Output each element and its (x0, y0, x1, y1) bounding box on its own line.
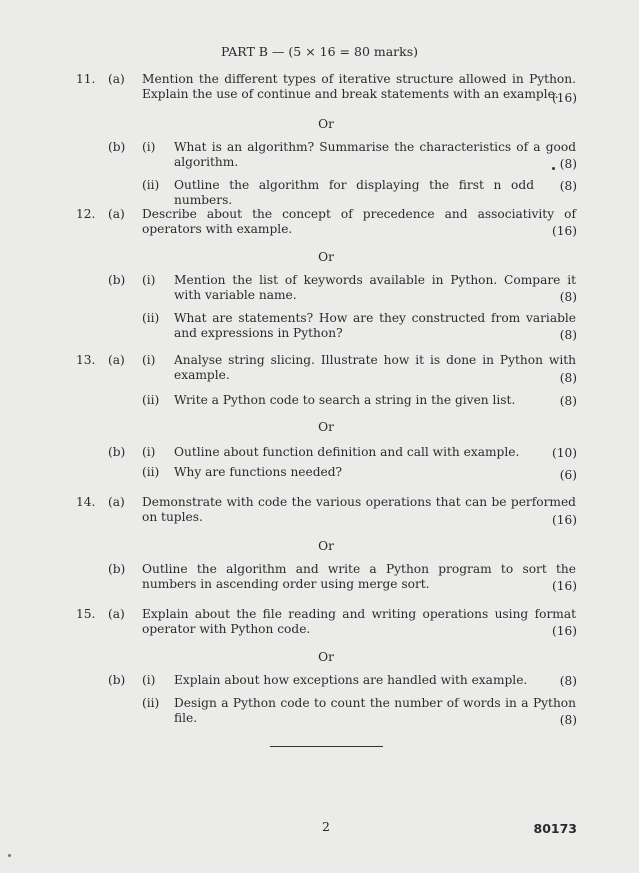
q15b-ii-text: Design a Python code to count the number of words in a Python file. (174, 696, 576, 725)
q13a-i-text: Analyse string slicing. Illustrate how it is done in Python with example. (174, 353, 576, 382)
q15a-text: Explain about the file reading and writing operations using format operator with Python code. (142, 607, 576, 636)
q11b-ii-marks: (8) (559, 179, 577, 193)
q13a-i-marks: (8) (559, 371, 577, 385)
q14-number: 14. (76, 495, 96, 509)
q11b-i-text: What is an algorithm? Summarise the characteristics of a good algorithm. (174, 140, 576, 169)
q11b-label: (b) (108, 140, 126, 154)
or-divider: Or (318, 539, 334, 553)
q15b-label: (b) (108, 673, 126, 687)
q15a-marks: (16) (551, 624, 577, 638)
q12b-i-text: Mention the list of keywords available in Python. Compare it with variable name. (174, 273, 576, 302)
q11a-marks: (16) (551, 91, 577, 105)
q11b-ii-text: Outline the algorithm for displaying the first n odd numbers. (174, 178, 534, 207)
q12a-marks: (16) (551, 224, 577, 238)
or-divider: Or (318, 117, 334, 131)
page-number: 2 (322, 819, 330, 834)
end-rule (270, 746, 383, 747)
q15a-label: (a) (108, 607, 125, 621)
q15b-ii-label: (ii) (142, 696, 160, 710)
or-divider: Or (318, 420, 334, 434)
q13b-ii-label: (ii) (142, 465, 160, 479)
q13b-i-label: (i) (142, 445, 156, 459)
q12b-i-label: (i) (142, 273, 156, 287)
scan-speck (552, 167, 555, 170)
q13a-i-label: (i) (142, 353, 156, 367)
q13b-ii-text: Why are functions needed? (174, 465, 343, 479)
q13-number: 13. (76, 353, 96, 367)
q11b-i-label: (i) (142, 140, 156, 154)
q11b-ii-label: (ii) (142, 178, 160, 192)
q13b-i-text: Outline about function definition and call with example. (174, 445, 520, 459)
q11a-label: (a) (108, 72, 125, 86)
scan-speck (8, 854, 11, 857)
q15b-ii-marks: (8) (559, 713, 577, 727)
q13a-ii-label: (ii) (142, 393, 160, 407)
q13b-i-marks: (10) (551, 446, 577, 460)
q13a-label: (a) (108, 353, 125, 367)
q14b-marks: (16) (551, 579, 577, 593)
q11a-text: Mention the different types of iterative structure allowed in Python. Explain the use of continue and break statements with an example. (142, 72, 576, 101)
q15b-i-label: (i) (142, 673, 156, 687)
q13a-ii-text: Write a Python code to search a string in the given list. (174, 393, 516, 407)
q14a-marks: (16) (551, 513, 577, 527)
part-b-header: PART B — (5 × 16 = 80 marks) (220, 44, 419, 59)
q11-number: 11. (76, 72, 96, 86)
q12a-text: Describe about the concept of precedence and associativity of operators with example. (142, 207, 576, 236)
q15b-i-marks: (8) (559, 674, 577, 688)
q11b-i-marks: (8) (559, 157, 577, 171)
q15b-i-text: Explain about how exceptions are handled with example. (174, 673, 528, 687)
q13a-ii-marks: (8) (559, 394, 577, 408)
q12b-i-marks: (8) (559, 290, 577, 304)
q12b-ii-marks: (8) (559, 328, 577, 342)
q14b-text: Outline the algorithm and write a Python program to sort the numbers in ascending order using merge sort. (142, 562, 576, 591)
q15-number: 15. (76, 607, 96, 621)
q12-number: 12. (76, 207, 96, 221)
q14a-label: (a) (108, 495, 125, 509)
q12b-label: (b) (108, 273, 126, 287)
q14b-label: (b) (108, 562, 126, 576)
q12b-ii-label: (ii) (142, 311, 160, 325)
q14a-text: Demonstrate with code the various operations that can be performed on tuples. (142, 495, 576, 524)
q12a-label: (a) (108, 207, 125, 221)
q13b-label: (b) (108, 445, 126, 459)
q13b-ii-marks: (6) (559, 468, 577, 482)
q12b-ii-text: What are statements? How are they constructed from variable and expressions in Python? (174, 311, 576, 340)
paper-code: 80173 (533, 821, 577, 836)
or-divider: Or (318, 250, 334, 264)
or-divider: Or (318, 650, 334, 664)
